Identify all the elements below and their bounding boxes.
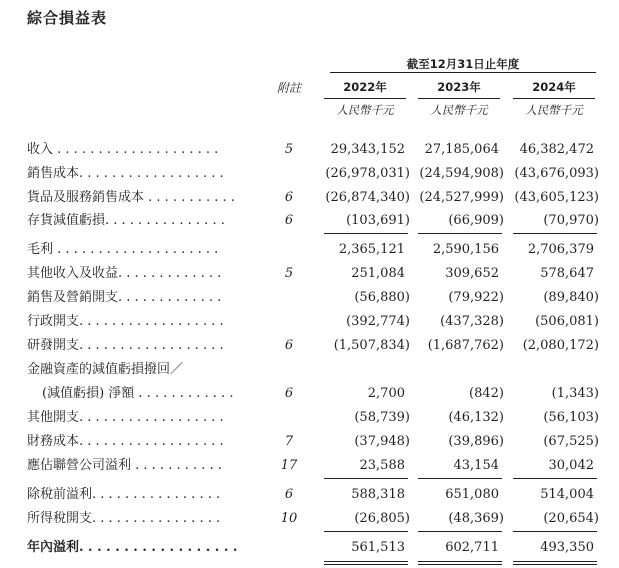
row-value-2022: (26,978,031): [325, 166, 410, 181]
row-value-2024: 514,004: [540, 487, 594, 502]
row-label: (減值虧損) 淨額 . . . . . . . . . . . .: [42, 386, 234, 401]
row-value-2022: 2,700: [367, 386, 405, 401]
row-value-2024: (56,103): [543, 410, 599, 425]
row-value-2024: 30,042: [548, 458, 594, 473]
subtotal-rule: [324, 478, 408, 479]
row-value-2022: 251,084: [351, 266, 405, 281]
subtotal-rule: [513, 233, 597, 234]
row-label: 除稅前溢利. . . . . . . . . . . . . . . .: [27, 487, 221, 502]
column-year: 2024年: [513, 79, 595, 99]
row-value-2024: (43,676,093): [514, 166, 599, 181]
row-value-2023: (842): [469, 386, 504, 401]
period-header: 截至12月31日止年度: [406, 57, 520, 71]
row-value-2024: (89,840): [543, 290, 599, 305]
row-value-2023: (66,909): [448, 213, 504, 228]
subtotal-rule: [324, 531, 408, 532]
row-value-2023: (46,132): [448, 410, 504, 425]
column-header-2023: [418, 79, 500, 118]
subtotal-rule: [513, 531, 597, 532]
table-row-selling-expenses: [0, 287, 619, 309]
subtotal-rule: [418, 531, 502, 532]
row-value-2024: (506,081): [535, 314, 599, 329]
total-double-rule: [418, 561, 502, 565]
row-value-2023: (437,328): [440, 314, 504, 329]
row-value-2023: 43,154: [453, 458, 499, 473]
row-value-2023: 309,652: [445, 266, 499, 281]
row-value-2022: (392,774): [346, 314, 410, 329]
subtotal-rule: [418, 233, 502, 234]
row-value-2023: (24,594,908): [419, 166, 504, 181]
row-value-2024: (70,970): [543, 213, 599, 228]
row-note: 5: [284, 266, 294, 281]
row-value-2023: (39,896): [448, 434, 504, 449]
column-year: 2022年: [324, 79, 406, 99]
row-label: 金融資產的減值虧損撥回／: [27, 362, 184, 377]
row-label: 財務成本. . . . . . . . . . . . . . . . . .: [27, 434, 224, 449]
row-label: 銷售及營銷開支. . . . . . . . . . . . .: [27, 290, 222, 305]
row-value-2023: 651,080: [445, 487, 499, 502]
row-value-2024: 46,382,472: [519, 142, 594, 157]
row-value-2024: 493,350: [540, 540, 594, 555]
row-note: [276, 311, 302, 333]
row-note: 6: [284, 213, 294, 228]
column-header-2024: [513, 79, 595, 118]
row-value-2024: (43,605,123): [514, 190, 599, 205]
column-unit: 人民幣千元: [525, 103, 583, 117]
row-label: 其他開支. . . . . . . . . . . . . . . . . .: [27, 410, 224, 425]
statement-title: 綜合損益表: [27, 9, 108, 27]
note-column-header: 附註: [276, 81, 301, 95]
row-value-2022: (103,691): [346, 213, 410, 228]
table-row-gross-profit: [0, 239, 619, 261]
table-row-other-income: [0, 263, 619, 285]
row-value-2022: (26,805): [354, 511, 410, 526]
row-value-2022: (26,874,340): [325, 190, 410, 205]
row-value-2024: 2,706,379: [527, 242, 594, 257]
row-note: 6: [284, 386, 294, 401]
total-double-rule: [513, 561, 597, 565]
row-note: 6: [284, 487, 294, 502]
row-label: 研發開支. . . . . . . . . . . . . . . . . .: [27, 338, 224, 353]
row-label: 應佔聯營公司溢利 . . . . . . . . . . .: [27, 458, 222, 473]
row-value-2023: 2,590,156: [432, 242, 499, 257]
table-row-cost-of-goods-services: [0, 187, 619, 209]
table-row-profit-for-year: [0, 537, 619, 559]
row-label: 貨品及服務銷售成本 . . . . . . . . . . .: [27, 190, 235, 205]
row-label: 行政開支. . . . . . . . . . . . . . . . . .: [27, 314, 224, 329]
table-row-financial-asset-impairment-heading: [0, 359, 619, 381]
row-value-2022: 29,343,152: [330, 142, 405, 157]
column-unit: 人民幣千元: [430, 103, 488, 117]
row-note: [276, 239, 302, 261]
row-value-2023: (79,922): [448, 290, 504, 305]
table-row-income-tax: [0, 508, 619, 530]
row-label: 毛利 . . . . . . . . . . . . . . . . . . . .: [27, 242, 219, 257]
row-value-2024: (1,343): [551, 386, 599, 401]
table-row-admin-expenses: [0, 311, 619, 333]
row-label: 其他收入及收益. . . . . . . . . . . . .: [27, 266, 222, 281]
period-header-rule: [330, 72, 596, 73]
row-value-2022: (37,948): [354, 434, 410, 449]
row-note: 6: [284, 190, 294, 205]
row-value-2023: (24,527,999): [419, 190, 504, 205]
row-label: 所得稅開支. . . . . . . . . . . . . . . .: [27, 511, 221, 526]
row-note: [276, 287, 302, 309]
subtotal-rule: [513, 478, 597, 479]
row-value-2023: (48,369): [448, 511, 504, 526]
row-label: 存貨減值虧損. . . . . . . . . . . . . . .: [27, 213, 225, 228]
row-note: 10: [280, 511, 298, 526]
row-value-2024: 578,647: [540, 266, 594, 281]
row-value-2024: (20,654): [543, 511, 599, 526]
table-row-share-of-associates: [0, 455, 619, 477]
row-note: [276, 537, 302, 559]
row-note: 6: [284, 338, 294, 353]
column-year: 2023年: [418, 79, 500, 99]
row-value-2023: 602,711: [445, 540, 499, 555]
table-row-cost-of-sales: [0, 163, 619, 185]
row-note: 17: [280, 458, 298, 473]
row-value-2022: (56,880): [354, 290, 410, 305]
row-value-2022: (58,739): [354, 410, 410, 425]
row-value-2023: 27,185,064: [424, 142, 499, 157]
row-label: 年內溢利. . . . . . . . . . . . . . . . . .: [27, 540, 238, 555]
row-note: 5: [284, 142, 294, 157]
row-value-2024: (67,525): [543, 434, 599, 449]
table-row-other-expenses: [0, 407, 619, 429]
row-label: 收入 . . . . . . . . . . . . . . . . . . . .: [27, 142, 219, 157]
table-row-profit-before-tax: [0, 484, 619, 506]
column-unit: 人民幣千元: [336, 103, 394, 117]
total-double-rule: [324, 561, 408, 565]
row-label: 銷售成本. . . . . . . . . . . . . . . . . .: [27, 166, 224, 181]
table-row-rnd-expenses: [0, 335, 619, 357]
table-row-inventory-impairment: [0, 210, 619, 232]
row-value-2022: (1,507,834): [333, 338, 410, 353]
row-value-2022: 561,513: [351, 540, 405, 555]
row-value-2022: 2,365,121: [338, 242, 405, 257]
subtotal-rule: [324, 233, 408, 234]
row-note: [276, 163, 302, 185]
row-value-2022: 23,588: [359, 458, 405, 473]
table-row-revenue: [0, 139, 619, 161]
row-value-2022: 588,318: [351, 487, 405, 502]
column-header-2022: [324, 79, 406, 118]
row-note: [276, 407, 302, 429]
table-row-finance-costs: [0, 431, 619, 453]
row-value-2023: (1,687,762): [427, 338, 504, 353]
row-note: 7: [284, 434, 294, 449]
subtotal-rule: [418, 478, 502, 479]
row-value-2024: (2,080,172): [522, 338, 599, 353]
table-row-financial-asset-impairment-net: [0, 383, 619, 405]
